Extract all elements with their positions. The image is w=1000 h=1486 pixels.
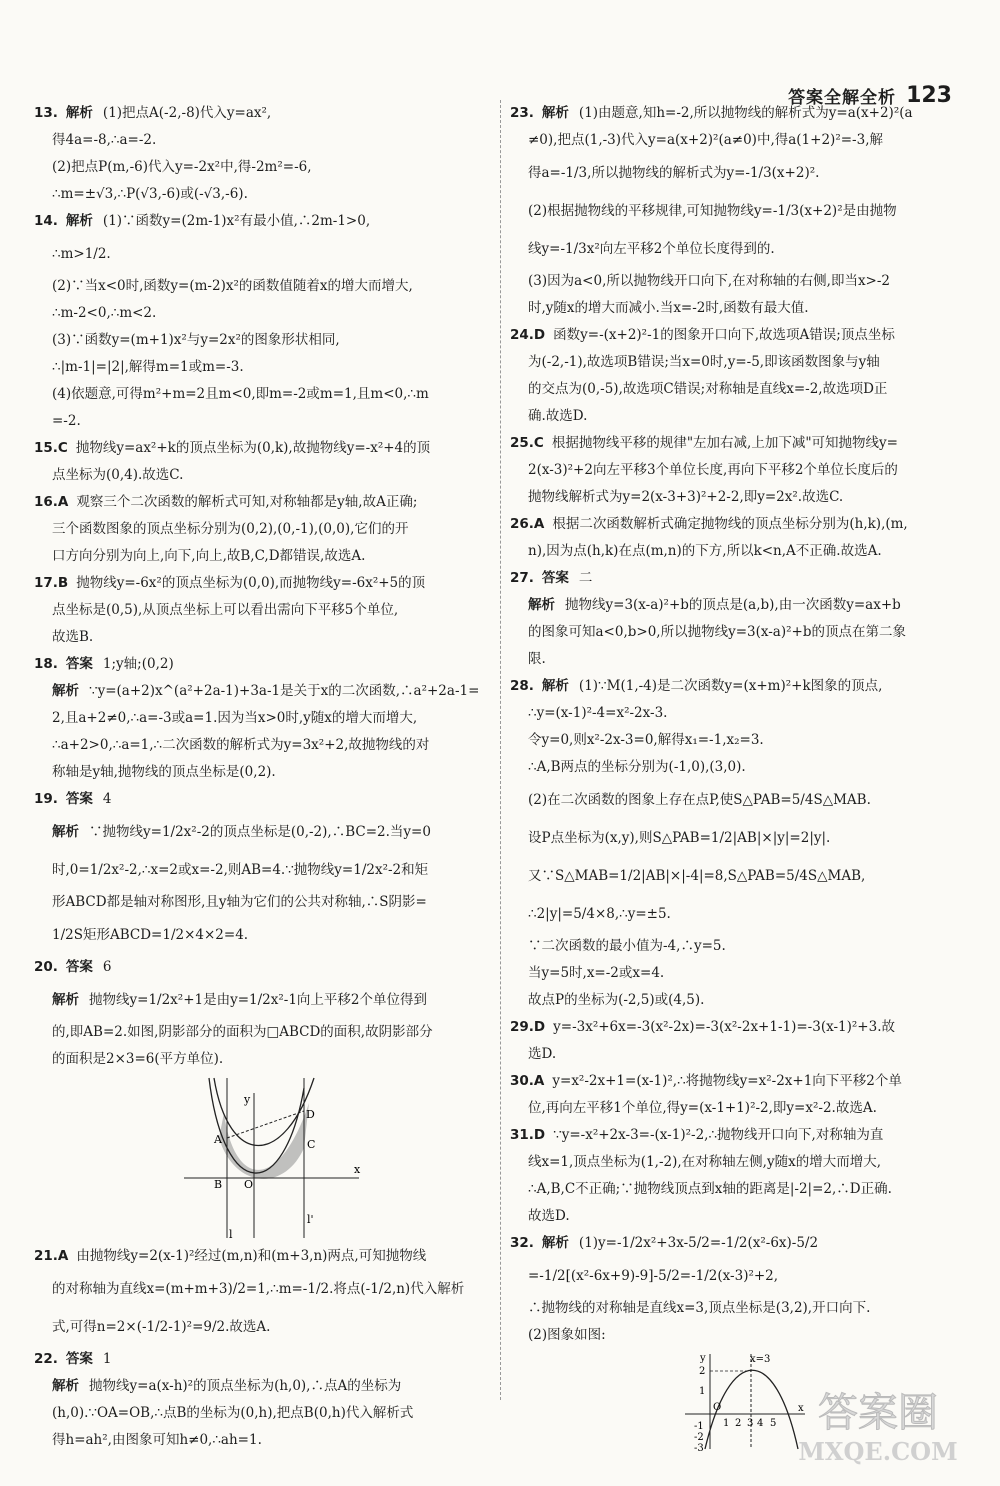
fig32-tick-x5: 5: [770, 1418, 777, 1429]
fig32-tick-y2: 2: [699, 1366, 706, 1377]
question-number: 25.C: [510, 435, 544, 451]
right-text-line: [510, 484, 965, 511]
right-text-line: [510, 754, 965, 781]
line-text: 抛物线y=-6x²的顶点坐标为(0,0),而抛物线y=-6x²+5的顶: [76, 575, 426, 591]
fig20-label-A: A: [214, 1133, 222, 1146]
left2-text-line: [34, 1400, 484, 1427]
line-text: 式,可得n=2×(-1/2-1)²=9/2.故选A.: [52, 1319, 271, 1335]
right-text-line: [510, 457, 965, 484]
line-text: (2)∵当x<0时,函数y=(m-2)x²的函数值随着x的增大而增大,: [52, 278, 413, 294]
left-text-line: [34, 235, 484, 273]
fig32-tick-x3: 3: [747, 1418, 754, 1429]
line-text: ∴抛物线的对称轴是直线x=3,顶点坐标是(3,2),开口向下.: [528, 1300, 871, 1316]
right-column: [510, 100, 965, 1454]
right-text-line: [510, 192, 965, 230]
line-text: 故选D.: [528, 1208, 570, 1224]
line-text: 故选B.: [52, 629, 94, 645]
right-text-line: [510, 673, 965, 700]
right-text-line: [510, 430, 965, 457]
line-text: 二: [578, 570, 593, 586]
right-text-line: [510, 619, 965, 646]
right-text-line: [510, 322, 965, 349]
left-text-line: [34, 759, 484, 786]
question-number: 27.: [510, 570, 534, 586]
line-text: 2(x-3)²+2向左平移3个单位长度,再向下平移2个单位长度后的: [528, 462, 898, 478]
answer-tag: 解析: [65, 105, 93, 121]
line-text: (3)因为a<0,所以抛物线开口向下,在对称轴的右侧,即当x>-2: [528, 273, 891, 289]
line-text: 抛物线y=1/2x²+1是由y=1/2x²-1向上平移2个单位得到: [89, 992, 428, 1008]
question-number: 18.: [34, 656, 58, 672]
answer-tag: 解析: [65, 213, 93, 229]
line-text: 2,且a+2≠0,∴a=-3或a=1.因为当x>0时,y随x的增大而增大,: [52, 710, 418, 726]
line-text: ∵抛物线y=1/2x²-2的顶点坐标是(0,-2),∴BC=2.当y=0: [89, 824, 431, 840]
left-text-line: [34, 1046, 484, 1073]
line-text: 4: [102, 791, 112, 807]
line-text: (1)∵函数y=(2m-1)x²有最小值,∴2m-1>0,: [102, 213, 371, 229]
line-text: n),因为点(h,k)在点(m,n)的下方,所以k<n,A不正确.故选A.: [528, 543, 882, 559]
line-text: 令y=0,则x²-2x-3=0,解得x₁=-1,x₂=3.: [528, 732, 764, 748]
line-text: ≠0),把点(1,-3)代入y=a(x+2)²(a≠0)中,得a(1+2)²=-3,解: [528, 132, 883, 148]
right-text-line: [510, 1295, 965, 1322]
right-text-line: [510, 349, 965, 376]
question-number: 31.D: [510, 1127, 546, 1143]
line-text: (1)y=-1/2x²+3x-5/2=-1/2(x²-6x)-5/2: [578, 1235, 819, 1251]
line-text: (1)∵M(1,-4)是二次函数y=(x+m)²+k图象的顶点,: [578, 678, 883, 694]
right-text-line: [510, 127, 965, 154]
left-text-line: [34, 300, 484, 327]
line-text: 的,即AB=2.如图,阴影部分的面积为□ABCD的面积,故阴影部分: [52, 1024, 433, 1040]
fig32-tick-ym3: -3: [694, 1443, 704, 1454]
line-text: ∵二次函数的最小值为-4,∴y=5.: [528, 938, 726, 954]
right-text-line: [510, 511, 965, 538]
right-text-line: [510, 646, 965, 673]
watermark-text: 答案圈: [818, 1390, 938, 1436]
line-text: 线y=-1/3x²向左平移2个单位长度得到的.: [528, 241, 775, 257]
line-text: 的对称轴为直线x=(m+m+3)/2=1,∴m=-1/2.将点(-1/2,n)代入解析: [52, 1281, 465, 1297]
fig20-label-O: O: [244, 1178, 254, 1191]
question-number: 30.A: [510, 1073, 545, 1089]
answer-tag: 答案: [65, 791, 93, 807]
left-text-line: [34, 181, 484, 208]
watermark-logo: [778, 1386, 978, 1466]
fig20-label-D: D: [306, 1108, 315, 1121]
line-text: 观察三个二次函数的解析式可知,对称轴都是y轴,故A正确;: [76, 494, 418, 510]
line-text: ∴2|y|=5/4×8,∴y=±5.: [528, 906, 671, 922]
left-text-line: [34, 327, 484, 354]
line-text: 称轴是y轴,抛物线的顶点坐标是(0,2).: [52, 764, 276, 780]
right-text-line: [510, 1322, 965, 1349]
right-text-line: [510, 960, 965, 987]
question-number: 17.B: [34, 575, 69, 591]
line-text: 线x=1,顶点坐标为(1,-2),在对称轴左侧,y随x的增大而增大,: [528, 1154, 881, 1170]
left2-text-line: [34, 1308, 484, 1346]
line-text: =-1/2[(x²-6x+9)-9]-5/2=-1/2(x-3)²+2,: [528, 1268, 779, 1284]
line-text: 点坐标为(0,4).故选C.: [52, 467, 184, 483]
left-column: [34, 100, 484, 1454]
fig20-label-C: C: [307, 1138, 316, 1151]
fig32-origin: O: [713, 1402, 722, 1413]
left-text-line: [34, 489, 484, 516]
line-text: 1: [102, 1351, 112, 1367]
answer-tag: 解析: [541, 1235, 569, 1251]
right-text-line: [510, 1230, 965, 1257]
line-text: 抛物线解析式为y=2(x-3+3)²+2-2,即y=2x².故选C.: [528, 489, 844, 505]
line-text: (3)∵函数y=(m+1)x²与y=2x²的图象形状相同,: [52, 332, 340, 348]
question-number: 21.A: [34, 1248, 69, 1264]
line-text: (1)由题意,知h=-2,所以抛物线的解析式为y=a(x+2)²(a: [578, 105, 913, 121]
fig32-label-y: y: [700, 1353, 706, 1364]
line-text: ∴y=(x-1)²-4=x²-2x-3.: [528, 705, 668, 721]
header-title: 答案全解全析: [788, 87, 897, 108]
left-text-line: [34, 100, 484, 127]
left-text-line: [34, 786, 484, 813]
right-text-line: [510, 1176, 965, 1203]
left-text-line: [34, 732, 484, 759]
line-text: ∴m-2<0,∴m<2.: [52, 305, 157, 321]
answer-tag: 解析: [52, 992, 79, 1008]
right-text-line: [510, 1203, 965, 1230]
left-text-line: [34, 597, 484, 624]
line-text: 抛物线y=ax²+k的顶点坐标为(0,k),故抛物线y=-x²+4的顶: [75, 440, 431, 456]
left2-text-line: [34, 1346, 484, 1373]
right-text-line: [510, 895, 965, 933]
figure-20-parabola-diagram: [174, 1073, 374, 1243]
right-text-line: [510, 1014, 965, 1041]
right-text-line: [510, 154, 965, 192]
line-text: 的交点为(0,-5),故选项C错误;对称轴是直线x=-2,故选项D正: [528, 381, 888, 397]
left-text-line: [34, 381, 484, 408]
line-text: ∴m=±√3,∴P(√3,-6)或(-√3,-6).: [52, 186, 248, 202]
left-text-line: [34, 273, 484, 300]
line-text: ∴A,B两点的坐标分别为(-1,0),(3,0).: [528, 759, 746, 775]
question-number: 16.A: [34, 494, 69, 510]
line-text: 选D.: [528, 1046, 557, 1062]
line-text: ∵y=(a+2)x^(a²+2a-1)+3a-1是关于x的二次函数,∴a²+2a-1=: [89, 683, 480, 699]
question-number: 29.D: [510, 1019, 546, 1035]
left-text-line: [34, 705, 484, 732]
left-text-line: [34, 981, 484, 1019]
line-text: 设P点坐标为(x,y),则S△PAB=1/2|AB|×|y|=2|y|.: [528, 830, 831, 846]
line-text: 形ABCD都是轴对称图形,且y轴为它们的公共对称轴,∴S阴影=: [52, 894, 427, 910]
fig32-tick-x4: 4: [757, 1418, 764, 1429]
right-text-line: [510, 403, 965, 430]
fig20-label-l: l: [229, 1228, 233, 1241]
line-text: ∴a+2>0,∴a=1,∴二次函数的解析式为y=3x²+2,故抛物线的对: [52, 737, 430, 753]
answer-tag: 解析: [541, 105, 569, 121]
fig32-tick-y1: 1: [699, 1386, 706, 1397]
right-text-line: [510, 1149, 965, 1176]
line-text: 函数y=-(x+2)²-1的图象开口向下,故选项A错误;顶点坐标: [553, 327, 895, 343]
answer-tag: 解析: [541, 678, 569, 694]
line-text: 1/2S矩形ABCD=1/2×4×2=4.: [52, 927, 249, 943]
line-text: ∵y=-x²+2x-3=-(x-1)²-2,∴抛物线开口向下,对称轴为直: [553, 1127, 884, 1143]
left-text-line: [34, 208, 484, 235]
left-text-line: [34, 127, 484, 154]
fig32-tick-ym2: -2: [694, 1432, 704, 1443]
left-text-line: [34, 813, 484, 851]
right-text-line: [510, 819, 965, 857]
left-text-line: [34, 851, 484, 889]
line-text: 点坐标是(0,5),从顶点坐标上可以看出需向下平移5个单位,: [52, 602, 399, 618]
line-text: 的图象可知a<0,b>0,所以抛物线y=3(x-a)²+b的顶点在第二象: [528, 624, 906, 640]
line-text: 6: [102, 959, 112, 975]
left-text-line: [34, 916, 484, 954]
fig32-tick-x2: 2: [735, 1418, 742, 1429]
line-text: 得a=-1/3,所以抛物线的解析式为y=-1/3(x+2)².: [528, 165, 820, 181]
right-text-line: [510, 592, 965, 619]
right-text-line: [510, 1068, 965, 1095]
right-text-line: [510, 230, 965, 268]
left-text-line: [34, 624, 484, 651]
answer-tag: 答案: [65, 656, 93, 672]
line-text: 的面积是2×3=6(平方单位).: [52, 1051, 224, 1067]
right-text-line: [510, 727, 965, 754]
line-text: ∴|m-1|=|2|,解得m=1或m=-3.: [52, 359, 244, 375]
left-text-line: [34, 889, 484, 916]
question-number: 24.D: [510, 327, 546, 343]
right-text-line: [510, 781, 965, 819]
right-text-line: [510, 100, 965, 127]
right-text-line: [510, 857, 965, 895]
line-text: 故点P的坐标为(-2,5)或(4,5).: [528, 992, 705, 1008]
fig20-label-x: x: [354, 1163, 361, 1176]
line-text: 得h=ah²,由图象可知h≠0,∴ah=1.: [52, 1432, 262, 1448]
right-text-line: [510, 1095, 965, 1122]
fig32-label-x3: x=3: [750, 1354, 771, 1365]
left2-text-line: [34, 1243, 484, 1270]
column-divider: [500, 100, 501, 1400]
line-text: 根据二次函数解析式确定抛物线的顶点坐标分别为(h,k),(m,: [552, 516, 908, 532]
line-text: 得4a=-8,∴a=-2.: [52, 132, 157, 148]
question-number: 28.: [510, 678, 534, 694]
line-text: 时,0=1/2x²-2,∴x=2或x=-2,则AB=4.∵抛物线y=1/2x²-2和矩: [52, 862, 429, 878]
left-text-line: [34, 1019, 484, 1046]
right-text-line: [510, 376, 965, 403]
fig20-label-B: B: [214, 1178, 223, 1191]
line-text: (2)根据抛物线的平移规律,可知抛物线y=-1/3(x+2)²是由抛物: [528, 203, 897, 219]
left-text-line: [34, 678, 484, 705]
fig32-tick-x1: 1: [723, 1418, 730, 1429]
question-number: 15.C: [34, 440, 68, 456]
left-text-line: [34, 154, 484, 181]
left2-text-line: [34, 1427, 484, 1454]
line-text: (2)在二次函数的图象上存在点P,使S△PAB=5/4S△MAB.: [528, 792, 871, 808]
line-text: =-2.: [52, 413, 81, 429]
question-number: 22.: [34, 1351, 58, 1367]
line-text: 为(-2,-1),故选项B错误;当x=0时,y=-5,即该函数图象与y轴: [528, 354, 880, 370]
line-text: 确.故选D.: [528, 408, 588, 424]
left-text-line: [34, 354, 484, 381]
left-text-line: [34, 408, 484, 435]
line-text: 抛物线y=a(x-h)²的顶点坐标为(h,0),∴点A的坐标为: [89, 1378, 402, 1394]
left-text-line: [34, 543, 484, 570]
answer-tag: 解析: [52, 1378, 79, 1394]
answer-tag: 答案: [65, 959, 93, 975]
fig32-tick-ym1: -1: [694, 1421, 704, 1432]
line-text: 位,再向左平移1个单位,得y=(x-1+1)²-2,即y=x²-2.故选A.: [528, 1100, 877, 1116]
answer-tag: 答案: [65, 1351, 93, 1367]
line-text: 口方向分别为向上,向下,向上,故B,C,D都错误,故选A.: [52, 548, 366, 564]
fig20-label-y: y: [244, 1093, 251, 1106]
line-text: 根据抛物线平移的规律"左加右减,上加下减"可知抛物线y=: [551, 435, 898, 451]
right-text-line: [510, 700, 965, 727]
right-text-line: [510, 295, 965, 322]
line-text: 时,y随x的增大而减小.当x=-2时,函数有最大值.: [528, 300, 809, 316]
right-text-line: [510, 1041, 965, 1068]
question-number: 26.A: [510, 516, 545, 532]
line-text: (1)把点A(-2,-8)代入y=ax²,: [102, 105, 272, 121]
line-text: (2)图象如图:: [528, 1327, 606, 1343]
fig32-label-x: x: [798, 1403, 804, 1414]
line-text: y=x²-2x+1=(x-1)²,∴将抛物线y=x²-2x+1向下平移2个单: [552, 1073, 902, 1089]
left-text-line: [34, 516, 484, 543]
line-text: 三个函数图象的顶点坐标分别为(0,2),(0,-1),(0,0),它们的开: [52, 521, 409, 537]
left-text-line: [34, 954, 484, 981]
question-number: 14.: [34, 213, 58, 229]
question-number: 23.: [510, 105, 534, 121]
right-text-line: [510, 1257, 965, 1295]
right-text-line: [510, 933, 965, 960]
left-text-line: [34, 651, 484, 678]
right-text-line: [510, 268, 965, 295]
left-text-line: [34, 570, 484, 597]
line-text: 限.: [528, 651, 546, 667]
question-number: 32.: [510, 1235, 534, 1251]
question-number: 13.: [34, 105, 58, 121]
line-text: 1;y轴;(0,2): [102, 656, 174, 672]
right-text-line: [510, 1122, 965, 1149]
left-text-line: [34, 462, 484, 489]
line-text: (4)依题意,可得m²+m=2且m<0,即m=-2或m=1,且m<0,∴m: [52, 386, 429, 402]
answer-tag: 解析: [52, 683, 79, 699]
question-number: 20.: [34, 959, 58, 975]
line-text: 又∵S△MAB=1/2|AB|×|-4|=8,S△PAB=5/4S△MAB,: [528, 868, 866, 884]
fig20-label-l-prime: l': [307, 1213, 314, 1226]
line-text: y=-3x²+6x=-3(x²-2x)=-3(x²-2x+1-1)=-3(x-1)²+3.故: [553, 1019, 896, 1035]
line-text: ∴m>1/2.: [52, 246, 111, 262]
answer-tag: 解析: [528, 597, 555, 613]
answer-tag: 答案: [541, 570, 569, 586]
page-number: 123: [906, 82, 952, 108]
right-text-line: [510, 565, 965, 592]
left-text-line: [34, 435, 484, 462]
left2-text-line: [34, 1373, 484, 1400]
question-number: 19.: [34, 791, 58, 807]
line-text: 由抛物线y=2(x-1)²经过(m,n)和(m+3,n)两点,可知抛物线: [76, 1248, 427, 1264]
line-text: 抛物线y=3(x-a)²+b的顶点是(a,b),由一次函数y=ax+b: [565, 597, 901, 613]
answer-tag: 解析: [52, 824, 79, 840]
line-text: 当y=5时,x=-2或x=4.: [528, 965, 665, 981]
line-text: (2)把点P(m,-6)代入y=-2x²中,得-2m²=-6,: [52, 159, 312, 175]
right-text-line: [510, 538, 965, 565]
right-text-line: [510, 987, 965, 1014]
left2-text-line: [34, 1270, 484, 1308]
line-text: ∴A,B,C不正确;∵抛物线顶点到x轴的距离是|-2|=2,∴D正确.: [528, 1181, 892, 1197]
watermark-url: MXQE.COM: [798, 1437, 958, 1466]
line-text: (h,0).∵OA=OB,∴点B的坐标为(0,h),把点B(0,h)代入解析式: [52, 1405, 414, 1421]
